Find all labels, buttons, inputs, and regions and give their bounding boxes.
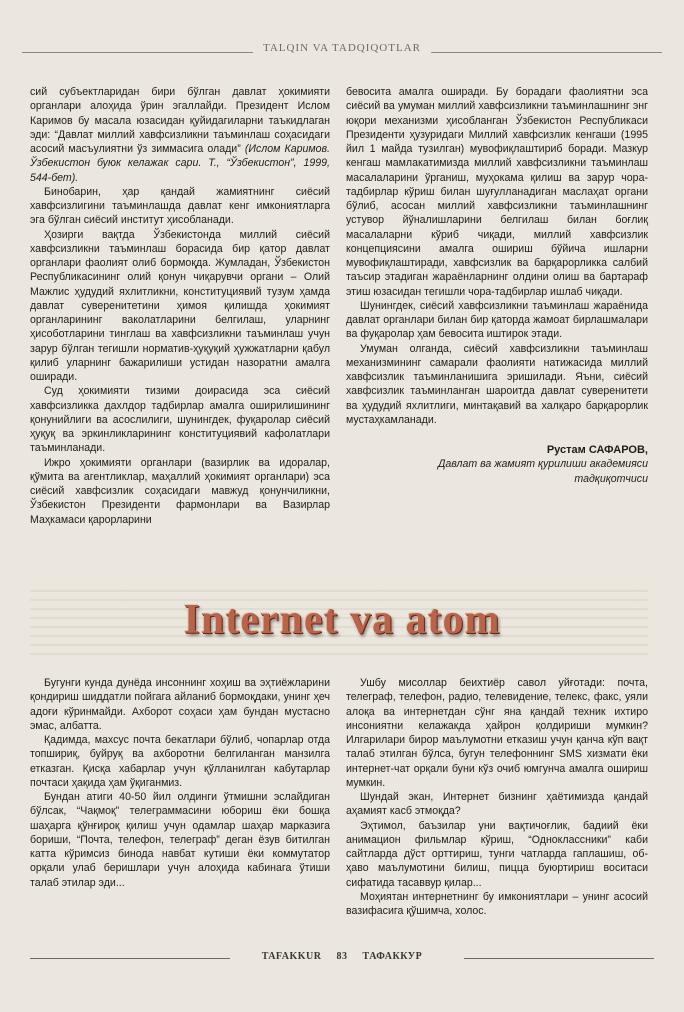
citation: (Ислом Каримов. Ўзбекистон буюк келажак сари. Т., “Ўзбекистон”, 1999, 544-бет). bbox=[30, 143, 331, 184]
paragraph: Суд ҳокимияти тизими доирасида эса сиёсий хавфсизликка дахлдор тадбирлар амалга оширилишининг қонунийлиги ва асослилиги, шунингдек, фуқаролар сиёсий ҳуқуқ ва эркинликларининг конституциявий кафолатлари таъминланади. bbox=[30, 385, 330, 455]
running-header bbox=[22, 40, 662, 60]
paragraph: Бундан атиги 40-50 йил олдинги ўтмишни эслайдиган бўлсак, “Чақмоқ” телеграммасини юбориш ёки бошқа шаҳарга қўнғироқ қилиш учун одамлар шаҳар марказига бориши, “Почта, телефон, телеграф” деган ёзув битилган катта кўримсиз бинода навбат кутиши ёки коммутатор орқали улаб беришлари учун алоҳида кабинага ўтиши талаб этилар эди... bbox=[30, 791, 330, 889]
author-role-line2: тадқиқотчиси bbox=[574, 473, 648, 486]
author-role-line1: Давлат ва жамият қурилиши академияси bbox=[437, 458, 648, 471]
paragraph: Ҳозирги вақтда Ўзбекистонда миллий сиёсий хавфсизликни таъминлаш борасида бир қатор давлат органлари фаолият олиб бормоқда. Жумладан, Ўзбекистон Республикасининг олий қонун чиқарувчи органи – Олий Мажлис ҳудудий яхлитликни, конституциявий тузум ҳамда давлат суверенитетини ҳимоя қилишда ҳокимият органларининг ваколатларини белгилаш, уларнинг ҳисоботларини тинглаш ва хавфсизликни таъминлаш учун зарур бўлган тегишли норматив-ҳуқуқий ҳужжатларни қабул қилиб уларнинг бажарилиши устидан назоратни амалга оширади. bbox=[30, 228, 330, 383]
paragraph: Умуман олганда, сиёсий хавфсизликни таъминлаш механизмининг самарали фаолияти натижасида миллий хавфсизлик таъминланишига эришилади. Яъни, сиёсий хавфсизлик таъминланган шароитда давлат суверенитети ва ҳудудий яхлитлиги, минтақавий ва халқаро барқарорлик мустаҳкамланади. bbox=[346, 342, 648, 426]
paragraph: Эҳтимол, баъзилар уни вақтичоғлик, бадиий ёки анимацион фильмлар кўриш, “Одноклассники” каби сайтларда дўст орттириш, тунги чатларда гаплашиш, об-ҳаво маълумотини билиш, пицца буюртириш воситаси сифатида тасаввур қилар... bbox=[346, 819, 648, 889]
paragraph: Шундай экан, Интернет бизнинг ҳаётимизда қандай аҳамият касб этмоқда? bbox=[346, 791, 648, 818]
paragraph: Ижро ҳокимияти органлари (вазирлик ва идоралар, қўмита ва агентликлар, маҳаллий ҳокимият органлари) эса сиёсий хавфсизлик соҳасидаги мавжуд қонунчиликни, Ўзбекистон Президенти фармонлари ва Вазирлар Маҳкамаси қарорларини bbox=[30, 456, 330, 526]
page-footer bbox=[30, 950, 654, 966]
paragraph: Қадимда, махсус почта бекатлари бўлиб, чопарлар отда топшириқ, буйруқ ва ахборотни белгиланган манзилга етказган. Қисқа хабарлар учун қўлланилган кабутарлар почтаси ҳақида ҳам ўқиганмиз. bbox=[30, 734, 330, 789]
paragraph: Бинобарин, ҳар қандай жамиятнинг сиёсий хавфсизлигини таъминлашда давлат кенг имкониятларга эга бўлган сиёсий институт ҳисобланади. bbox=[30, 185, 330, 227]
article-headline: Internet va atom bbox=[183, 597, 501, 643]
footer-magazine-cyrillic: ТАФАККУР bbox=[362, 951, 423, 962]
bottom-right-column bbox=[346, 676, 648, 918]
bottom-left-column bbox=[30, 676, 330, 890]
article-banner bbox=[0, 590, 684, 660]
paragraph: Бугунги кунда дунёда инсоннинг хоҳиш ва эҳтиёжларини қондириш шиддатли пойгага айланиб бормоқдаки, унинг ҳеч адоғи кўринмайди. Ахборот соҳаси ҳам бундан мустасно эмас, албатта. bbox=[30, 677, 330, 732]
top-right-column bbox=[346, 85, 648, 487]
page-number: 83 bbox=[336, 951, 348, 962]
footer-magazine-latin: TAFAKKUR bbox=[261, 951, 322, 962]
author-name: Рустам САФАРОВ, bbox=[546, 444, 648, 456]
paragraph: бевосита амалга оширади. Бу борадаги фаолиятни эса сиёсий ва умуман миллий хавфсизликни таъминлашнинг энг юқори механизми ҳисобланган Ўзбекистон Республикаси Президенти ҳузуридаги Миллий хавфсизлик кенгаши (1995 йил 1 майда тузилган) мувофиқлаштириб боради. Мазкур кенгаш мамлакатимизда миллий хавфсизликни таъминлаш масалаларини ўрганиш, муҳокама қилиш ва зарур чора-тадбирлар кўриш билан шуғулланадиган маслаҳат органи бўлиб, асосан миллий хавфсизликни таъминлашнинг устувор йўналишларини белгилаш билан боғлиқ масалаларни кўриб чиқади, миллий хавфсизлик концепциясини амалга ошириш бўйича ишларни мувофиқлаштиради, хавфсизлик ва барқарорликка салбий таъсир этадиган жараёнларнинг олдини олиш ва бартараф этиш юзасидан тегишли чора-тадбирлар ишлаб чиқади. bbox=[346, 86, 648, 298]
top-left-column bbox=[30, 85, 330, 527]
section-title: TALQIN VA TADQIQOTLAR bbox=[253, 42, 431, 54]
paragraph: Ушбу мисоллар беихтиёр савол уйғотади: почта, телеграф, телефон, радио, телевидение, телекс, факс, уяли алоқа ва интернетдан сўнг яна қандай техник ихтиро инсониятни келажакда ҳайрон қолдириши мумкин? Илгарилари бирор маълумотни етказиш учун қанча кўп вақт талаб этилган бўлса, бугун телефоннинг SMS хизмати ёки интернет-чат орқали буни кўз очиб юмгунча амалга ошириш мумкин. bbox=[346, 677, 648, 789]
author-signature bbox=[346, 443, 648, 487]
footer-text bbox=[30, 951, 654, 962]
paragraph bbox=[30, 85, 330, 185]
paragraph: Шунингдек, сиёсий хавфсизликни таъминлаш жараёнида давлат органлари билан бир қаторда жамоат бирлашмалари ва фуқаролар ҳам бевосита иштирок этади. bbox=[346, 299, 648, 341]
paragraph-text: сий субъектларидан бири бўлган давлат ҳокимияти органлари алоҳида ўрин эгаллайди. Президент Ислом Каримов бу масала юзасидан қуйидагиларни таъкидлаган эди: “Давлат миллий хавфсизликни таъминлаш соҳасидаги асосий масъулиятни ўз зиммасига олади” bbox=[30, 86, 330, 155]
paragraph: Моҳиятан интернетнинг бу имкониятлари – унинг асосий вазифасига қўшимча, холос. bbox=[346, 890, 648, 917]
